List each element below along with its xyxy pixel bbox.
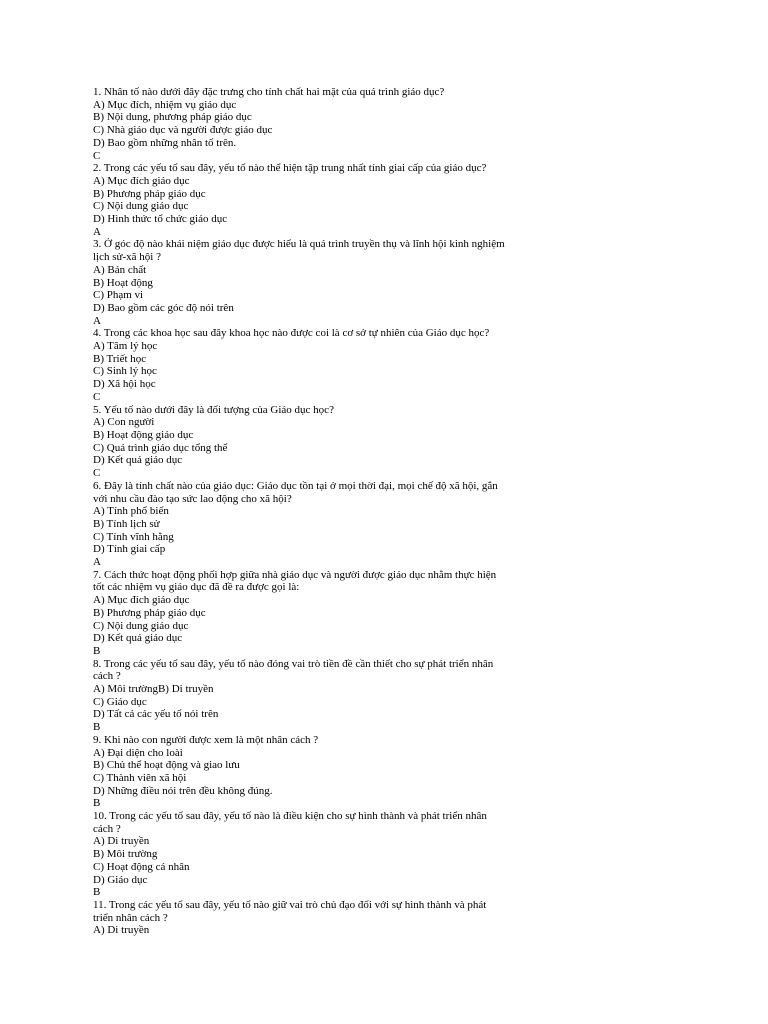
answer-option: D) Giáo dục — [93, 873, 148, 886]
answer-option: D) Tính giai cấp — [93, 543, 166, 556]
question-block — [93, 162, 533, 238]
answer-key: C — [93, 467, 101, 480]
answer-option: C) Tính vĩnh hằng — [93, 530, 174, 543]
answer-option: A) Di truyền — [93, 835, 150, 848]
question-block — [93, 899, 533, 937]
answer-option: D) Bao gồm những nhân tố trên. — [93, 136, 237, 149]
answer-option: D) Tất cả các yếu tố nói trên — [93, 708, 219, 721]
answer-option: A) Tâm lý học — [93, 340, 158, 353]
answer-option: A) Bản chất — [93, 263, 147, 276]
question-text: 5. Yếu tố nào dưới đây là đối tượng của Giáo dục học? — [93, 403, 334, 416]
question-block — [93, 810, 533, 899]
question-text: 2. Trong các yếu tố sau đây, yếu tố nào thể hiện tập trung nhất tính giai cấp của giáo dục? — [93, 162, 487, 175]
answer-key: A — [93, 314, 101, 327]
answer-option: D) Những điều nói trên đều không đúng. — [93, 784, 273, 797]
question-block — [93, 404, 533, 480]
question-text: tốt các nhiệm vụ giáo dục đã đề ra được gọi là: — [93, 581, 300, 594]
question-block — [93, 86, 533, 162]
answer-option: C) Nội dung giáo dục — [93, 200, 189, 213]
answer-option: D) Xã hội học — [93, 378, 156, 391]
answer-option: A) Tính phổ biến — [93, 505, 169, 518]
answer-option: B) Triết học — [93, 352, 147, 365]
question-text: 3. Ở góc độ nào khái niệm giáo dục được hiểu là quá trình truyền thụ và lĩnh hội kinh nghiệm — [93, 238, 505, 251]
answer-option: C) Hoạt động cá nhân — [93, 860, 190, 873]
answer-key: C — [93, 390, 101, 403]
answer-option: C) Giáo dục — [93, 695, 147, 708]
answer-key: B — [93, 886, 101, 899]
answer-option: A) Mục đích giáo dục — [93, 174, 190, 187]
answer-option: C) Nội dung giáo dục — [93, 619, 189, 632]
question-block — [93, 327, 533, 403]
answer-option: A) Mục đích, nhiệm vụ giáo dục — [93, 98, 237, 111]
answer-option: C) Quá trình giáo dục tổng thể — [93, 441, 228, 454]
question-text: cách ? — [93, 822, 121, 835]
answer-key: B — [93, 797, 101, 810]
answer-option: A) Môi trườngB) Di truyền — [93, 683, 214, 696]
question-text: triển nhân cách ? — [93, 911, 168, 924]
answer-option: C) Nhà giáo dục và người được giáo dục — [93, 124, 273, 137]
answer-option: B) Hoạt động — [93, 276, 153, 289]
answer-option: D) Bao gồm các góc độ nói trên — [93, 301, 234, 314]
question-text: với nhu cầu đào tạo sức lao động cho xã hội? — [93, 492, 292, 505]
question-text: 10. Trong các yếu tố sau đây, yếu tố nào là điều kiện cho sự hình thành và phát triển nhân — [93, 810, 487, 823]
answer-key: C — [93, 149, 101, 162]
question-block — [93, 569, 533, 658]
question-text: 6. Đây là tính chất nào của giáo dục: Giáo dục tồn tại ở mọi thời đại, mọi chế độ xã hội, gắn — [93, 479, 498, 492]
question-text: 9. Khi nào con người được xem là một nhân cách ? — [93, 733, 319, 746]
question-block — [93, 734, 533, 810]
answer-option: B) Môi trường — [93, 848, 158, 861]
answer-key: A — [93, 556, 101, 569]
document-body — [93, 86, 533, 937]
question-block — [93, 480, 533, 569]
question-text: 1. Nhân tố nào dưới đây đặc trưng cho tính chất hai mặt của quá trình giáo dục? — [93, 86, 445, 98]
question-block — [93, 658, 533, 734]
answer-option: B) Chủ thể hoạt động và giao lưu — [93, 759, 240, 772]
question-block — [93, 238, 533, 327]
answer-option: D) Kết quả giáo dục — [93, 454, 183, 467]
question-text: 4. Trong các khoa học sau đây khoa học nào được coi là cơ sở tự nhiên của Giáo dục học? — [93, 327, 490, 340]
answer-option: A) Mục đích giáo dục — [93, 594, 190, 607]
answer-key: B — [93, 721, 101, 734]
answer-option: B) Tính lịch sử — [93, 517, 160, 530]
answer-option: B) Phương pháp giáo dục — [93, 187, 206, 200]
answer-option: C) Thành viên xã hội — [93, 771, 187, 784]
question-text: 11. Trong các yếu tố sau đây, yếu tố nào giữ vai trò chủ đạo đối với sự hình thành và phát — [93, 899, 487, 911]
answer-option: B) Phương pháp giáo dục — [93, 606, 206, 619]
answer-option: C) Sinh lý học — [93, 365, 157, 378]
answer-option: A) Đại diện cho loài — [93, 746, 183, 759]
answer-option: B) Nội dung, phương pháp giáo dục — [93, 111, 252, 124]
answer-option: D) Kết quả giáo dục — [93, 632, 183, 645]
question-text: 8. Trong các yếu tố sau đây, yếu tố nào đóng vai trò tiền đề cần thiết cho sự phát triển nhân — [93, 657, 494, 670]
answer-option: B) Hoạt động giáo dục — [93, 428, 194, 441]
answer-key: A — [93, 225, 101, 238]
answer-key: B — [93, 644, 101, 657]
question-text: cách ? — [93, 670, 121, 683]
answer-option: D) Hình thức tổ chức giáo dục — [93, 213, 228, 226]
question-text: 7. Cách thức hoạt động phối hợp giữa nhà giáo dục và người được giáo dục nhằm thực hiện — [93, 568, 497, 581]
question-text: lịch sử-xã hội ? — [93, 251, 161, 264]
answer-option: A) Con người — [93, 416, 155, 429]
answer-option: C) Phạm vi — [93, 289, 144, 302]
answer-option: A) Di truyền — [93, 924, 150, 937]
